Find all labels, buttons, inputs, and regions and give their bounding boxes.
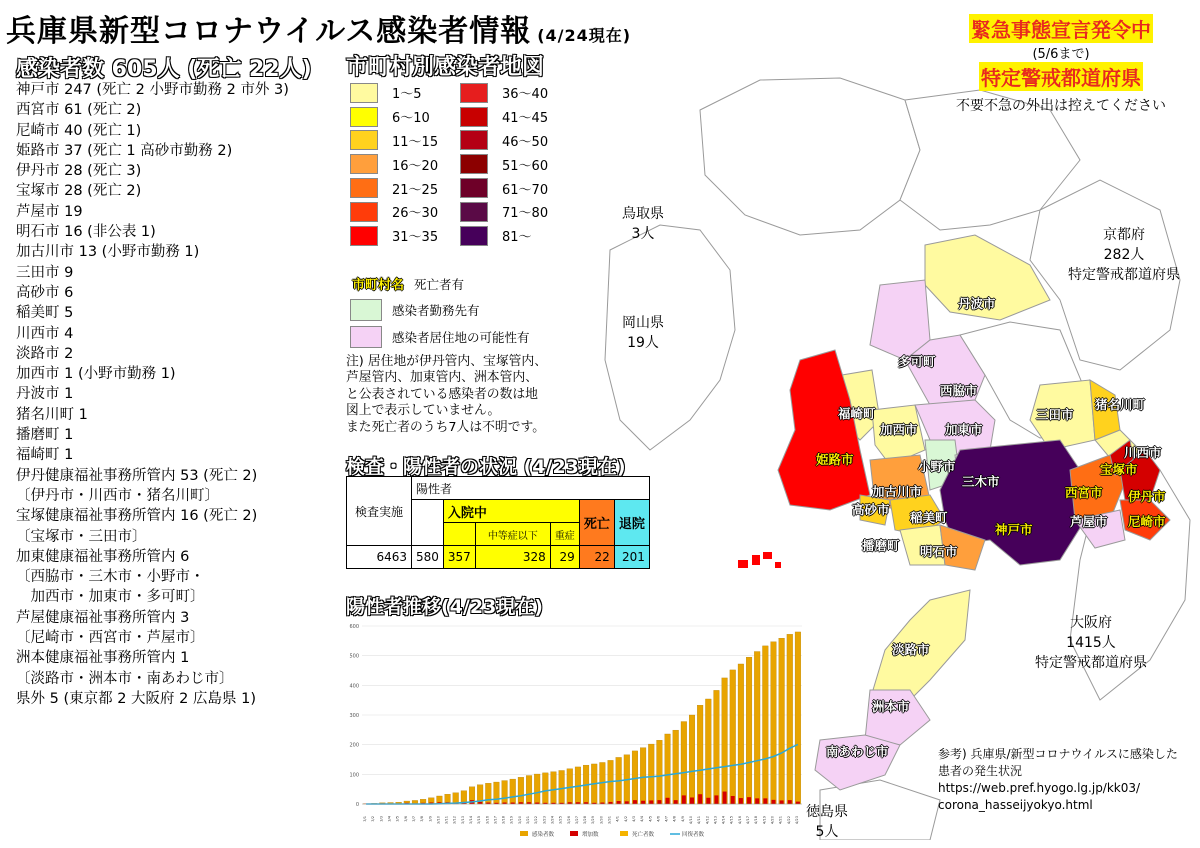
legend-label: 31～35 xyxy=(392,230,439,246)
tests-header-hospital: 入院中 xyxy=(443,500,579,523)
ieshima-islands xyxy=(738,552,781,568)
chart-bar-increase xyxy=(478,802,482,804)
legend-label: 81～ xyxy=(502,230,532,246)
city-himeji: 姫路市 xyxy=(816,452,854,467)
tests-value-death: 22 xyxy=(579,546,614,569)
city-itami: 伊丹市 xyxy=(1128,489,1166,504)
note-line: 注) 居住地が伊丹管内、宝塚管内、 xyxy=(346,354,548,369)
legend-swatch xyxy=(350,83,378,103)
chart-x-tick-label: 3/3 xyxy=(379,816,384,822)
chart-x-tick-label: 3/13 xyxy=(460,816,465,825)
note-line: また死亡者のうち7人は不明です。 xyxy=(346,419,546,435)
case-list-item: 西宮市 61 (死亡 2) xyxy=(16,102,142,119)
legend-swatch xyxy=(350,226,378,246)
case-list-item: 〔淡路市・洲本市・南あわじ市〕 xyxy=(16,670,234,687)
chart-x-tick-label: 3/24 xyxy=(550,816,555,825)
chart-y-tick-label: 300 xyxy=(349,713,359,719)
legend-row xyxy=(350,152,438,176)
chart-x-tick-label: 3/31 xyxy=(607,816,612,825)
tests-value-tested: 6463 xyxy=(347,546,412,569)
chart-x-tick-label: 3/14 xyxy=(469,816,473,825)
title-text: 兵庫県新型コロナウイルス感染者情報 xyxy=(6,14,532,49)
chart-x-tick-label: 3/28 xyxy=(583,816,588,825)
tests-value-moderate: 328 xyxy=(475,546,550,569)
legend-label: 61～70 xyxy=(502,182,549,198)
case-list-item: 猪名川町 1 xyxy=(16,406,88,423)
chart-bar-total xyxy=(559,770,565,804)
pref-osaka-count: 1415人 xyxy=(1066,635,1116,651)
chart-x-tick-label: 3/23 xyxy=(542,816,547,825)
legend-residence-label: 感染者居住地の可能性有 xyxy=(392,330,530,345)
case-list-item: 〔尼崎市・西宮市・芦屋市〕 xyxy=(16,630,205,647)
chart-x-tick-label: 3/17 xyxy=(493,816,498,825)
case-list-item: 播磨町 1 xyxy=(16,427,74,444)
chart-legend-label: 感染者数 xyxy=(532,832,555,838)
chart-legend-label: 回復者数 xyxy=(682,832,705,838)
chart-y-tick-label: 400 xyxy=(349,683,359,690)
chart-x-tick-label: 3/20 xyxy=(517,816,522,825)
case-list-item: 川西市 4 xyxy=(16,325,74,342)
legend-left-column xyxy=(350,81,438,248)
legend-city-name-row xyxy=(352,274,464,293)
chart-x-tick-label: 4/7 xyxy=(664,816,669,822)
note-line: 図上で表示していません。 xyxy=(346,403,501,419)
chart-x-tick-label: 4/18 xyxy=(754,816,759,825)
legend-label: 41～45 xyxy=(502,111,549,127)
pref-kyoto-status: 特定警戒都道府県 xyxy=(1068,267,1180,283)
chart-x-tick-label: 4/4 xyxy=(640,816,645,822)
tests-title: 検査・陽性者の状況 (4/23現在) xyxy=(346,456,626,478)
chart-bar-total xyxy=(518,777,524,804)
case-list-item: 伊丹健康福祉事務所管内 53 (死亡 2) xyxy=(16,467,258,484)
tests-header-death: 死亡 xyxy=(579,500,614,546)
chart-x-tick-label: 4/10 xyxy=(689,816,693,825)
city-ono: 小野市 xyxy=(918,459,956,474)
pref-tokushima xyxy=(806,802,848,842)
note-line: と公表されている感染者の数は地 xyxy=(346,386,538,402)
legend-row xyxy=(460,81,548,105)
case-list-item: 明石市 16 (非公表 1) xyxy=(16,224,156,241)
reference-line: 患者の発生状況 xyxy=(938,764,1023,778)
chart-x-tick-label: 3/7 xyxy=(411,816,416,822)
legend-row xyxy=(350,200,438,224)
case-list-item: 加西市 1 (小野市勤務 1) xyxy=(16,366,176,383)
legend-right-column xyxy=(460,81,548,248)
chart-y-tick-label: 600 xyxy=(349,624,359,630)
reference-line: 参考) 兵庫県/新型コロナウイルスに感染した xyxy=(938,747,1178,761)
chart-y-tick-label: 500 xyxy=(349,653,359,660)
legend-row xyxy=(460,200,548,224)
legend-row xyxy=(350,81,438,105)
case-list-item: 〔宝塚市・三田市〕 xyxy=(16,528,147,545)
chart-legend-swatch xyxy=(570,831,578,836)
chart-x-tick-label: 4/13 xyxy=(713,816,718,825)
city-kakogawa: 加古川市 xyxy=(872,484,923,499)
case-list-item: 姫路市 37 (死亡 1 高砂市勤務 2) xyxy=(16,142,233,159)
case-list-item: 稲美町 5 xyxy=(16,305,74,322)
city-sanda: 三田市 xyxy=(1036,407,1074,422)
tests-value-severe: 29 xyxy=(550,546,579,569)
legend-swatch xyxy=(460,226,488,246)
chart-title: 陽性者推移(4/23現在) xyxy=(346,596,543,618)
chart-x-tick-label: 4/5 xyxy=(648,816,653,822)
case-list-item: 加西市・加東市・多可町〕 xyxy=(16,589,205,606)
case-list-item: 尼崎市 40 (死亡 1) xyxy=(16,122,142,139)
chart-x-tick-label: 3/29 xyxy=(591,816,596,825)
chart-bar-total xyxy=(567,769,573,804)
chart-bar-total xyxy=(551,772,557,804)
city-nishinomiya: 西宮市 xyxy=(1065,485,1103,500)
tests-header-discharged: 退院 xyxy=(614,500,649,546)
tests-value-discharged: 201 xyxy=(614,546,649,569)
note xyxy=(346,354,616,436)
case-list-item: 丹波市 1 xyxy=(16,386,74,403)
tests-value-hospital: 357 xyxy=(443,546,475,569)
case-list-item: 〔伊丹市・川西市・猪名川町〕 xyxy=(16,487,219,504)
chart-y-tick-label: 200 xyxy=(349,742,359,749)
city-sumoto: 洲本市 xyxy=(872,699,910,714)
case-list-item: 福崎町 1 xyxy=(16,447,74,464)
chart-x-tick-label: 3/9 xyxy=(428,816,433,822)
case-list-item: 芦屋市 19 xyxy=(16,203,83,220)
legend-residence-row xyxy=(350,326,530,348)
pref-kyoto-count: 282人 xyxy=(1103,247,1145,263)
reference xyxy=(938,746,1178,814)
pref-tottori-count: 3人 xyxy=(631,226,655,242)
case-list xyxy=(16,80,289,709)
chart-bar-total xyxy=(494,782,500,804)
chart-x-tick-label: 3/26 xyxy=(566,816,571,825)
city-akashi: 明石市 xyxy=(920,544,958,559)
chart-x-tick-label: 4/12 xyxy=(705,816,710,825)
legend-row xyxy=(460,129,548,153)
chart-x-tick-label: 3/16 xyxy=(485,816,490,825)
chart-bar-total xyxy=(542,773,548,804)
case-list-item: 県外 5 (東京都 2 大阪府 2 広島県 1) xyxy=(16,690,256,707)
city-ashiya: 芦屋市 xyxy=(1070,514,1108,529)
legend-label: 1～5 xyxy=(392,87,422,103)
legend-death-label: 死亡者有 xyxy=(414,276,465,292)
case-list-item: 洲本健康福祉事務所管内 1 xyxy=(16,650,190,667)
legend-row xyxy=(350,129,438,153)
legend-swatch xyxy=(460,83,488,103)
page-title xyxy=(6,6,631,50)
legend-label: 71～80 xyxy=(502,206,549,222)
chart-bar-total xyxy=(534,774,540,804)
legend-label: 21～25 xyxy=(392,182,439,198)
city-kawanishi: 川西市 xyxy=(1124,445,1162,460)
chart-x-tick-label: 4/19 xyxy=(762,816,767,825)
chart-x-tick-label: 4/1 xyxy=(615,816,620,822)
case-list-item: 高砂市 6 xyxy=(16,284,74,301)
emergency-line1: 緊急事態宣言発令中 xyxy=(969,14,1153,43)
pref-okayama-name: 岡山県 xyxy=(622,315,664,331)
pref-osaka-status: 特定警戒都道府県 xyxy=(1035,655,1147,671)
chart-bar-total xyxy=(526,776,532,804)
case-list-item: 神戸市 247 (死亡 2 小野市勤務 2 市外 3) xyxy=(16,82,289,98)
tests-header-moderate: 中等症以下 xyxy=(475,523,550,546)
legend-row xyxy=(350,105,438,129)
case-list-item: 加東健康福祉事務所管内 6 xyxy=(16,548,190,565)
chart-x-tick-label: 4/14 xyxy=(721,816,726,825)
city-kobe: 神戸市 xyxy=(995,522,1033,537)
chart-bar-total xyxy=(485,783,491,804)
chart-x-tick-label: 4/21 xyxy=(778,816,783,825)
chart-y-tick-label: 0 xyxy=(355,802,359,808)
legend-row xyxy=(460,105,548,129)
legend-title: 市町村別感染者地図 xyxy=(346,55,545,80)
chart-x-tick-label: 3/6 xyxy=(403,816,408,822)
legend-swatch xyxy=(460,154,488,174)
legend-swatch xyxy=(460,107,488,127)
case-list-item: 加古川市 13 (小野市勤務 1) xyxy=(16,244,200,261)
pref-tokushima-name: 徳島県 xyxy=(806,804,848,820)
title-date: (4/24現在) xyxy=(537,26,632,45)
chart-x-tick-label: 3/25 xyxy=(558,816,563,825)
chart-x-tick-label: 4/16 xyxy=(737,816,742,825)
case-list-item: 淡路市 2 xyxy=(16,345,74,362)
pref-tottori xyxy=(622,204,664,244)
legend-row xyxy=(350,176,438,200)
emergency-line4: 不要不急の外出は控えてください xyxy=(956,98,1166,114)
city-takarazuka: 宝塚市 xyxy=(1100,462,1138,477)
legend-workplace-row xyxy=(350,299,480,321)
city-minamiawaji: 南あわじ市 xyxy=(826,744,889,759)
legend-city-name-sample: 市町村名 xyxy=(352,278,405,293)
chart-x-tick-label: 3/19 xyxy=(509,816,514,825)
chart-x-tick-label: 4/8 xyxy=(672,816,677,822)
chart-x-tick-label: 3/30 xyxy=(599,816,604,825)
chart-x-tick-label: 4/20 xyxy=(770,816,775,825)
hyogo-map xyxy=(600,40,1200,840)
pref-tokushima-count: 5人 xyxy=(815,824,839,840)
emergency-notice xyxy=(936,14,1186,115)
chart-x-tick-label: 3/1 xyxy=(363,816,368,822)
legend-residence-swatch xyxy=(350,326,382,348)
case-list-item: 〔西脇市・三木市・小野市・ xyxy=(16,569,205,586)
legend-row xyxy=(460,176,548,200)
legend-workplace-label: 感染者勤務先有 xyxy=(392,303,480,318)
tests-header-tested: 検査実施 xyxy=(347,477,412,546)
reference-line: https://web.pref.hyogo.lg.jp/kk03/ xyxy=(938,781,1141,795)
case-list-item: 宝塚健康福祉事務所管内 16 (死亡 2) xyxy=(16,508,258,525)
city-takasago: 高砂市 xyxy=(852,502,890,517)
chart-x-tick-label: 3/12 xyxy=(452,816,457,825)
legend-label: 36～40 xyxy=(502,87,549,103)
city-inami: 稲美町 xyxy=(910,510,948,525)
pref-okayama xyxy=(622,313,664,353)
legend-swatch xyxy=(350,130,378,150)
pref-kyoto-name: 京都府 xyxy=(1103,227,1145,243)
legend-label: 16～20 xyxy=(392,158,439,174)
legend-swatch xyxy=(460,130,488,150)
chart-x-tick-label: 4/3 xyxy=(631,816,636,822)
chart-x-tick-label: 3/2 xyxy=(371,816,376,822)
pref-kyoto xyxy=(1068,225,1180,285)
legend-workplace-swatch xyxy=(350,299,382,321)
legend-swatch xyxy=(350,154,378,174)
chart-x-tick-label: 3/21 xyxy=(526,816,531,825)
city-nishiwaki: 西脇市 xyxy=(940,383,978,398)
pref-osaka xyxy=(1035,613,1147,673)
chart-x-tick-label: 4/11 xyxy=(697,816,702,825)
city-amagasaki: 尼崎市 xyxy=(1128,514,1166,529)
chart-x-tick-label: 4/17 xyxy=(746,816,751,825)
legend-swatch xyxy=(350,107,378,127)
legend-swatch xyxy=(350,202,378,222)
chart-x-tick-label: 3/22 xyxy=(534,816,539,825)
tests-header-positive: 陽性者 xyxy=(412,477,650,500)
chart-x-tick-label: 4/15 xyxy=(729,816,734,825)
city-kato: 加東市 xyxy=(945,422,983,437)
city-fukusaki: 福崎町 xyxy=(838,406,876,421)
legend-swatch xyxy=(350,178,378,198)
chart-x-tick-label: 4/2 xyxy=(623,816,628,822)
city-harima: 播磨町 xyxy=(862,538,900,553)
chart-x-tick-label: 3/5 xyxy=(395,816,400,822)
pref-tottori-name: 鳥取県 xyxy=(622,206,664,222)
legend-label: 26～30 xyxy=(392,206,439,222)
legend-row xyxy=(460,224,548,248)
city-kasai: 加西市 xyxy=(880,422,918,437)
total-cases: 感染者数 605人 (死亡 22人) xyxy=(16,57,312,82)
chart-bar-total xyxy=(510,779,516,804)
chart-x-tick-label: 3/18 xyxy=(501,816,506,825)
legend-label: 11～15 xyxy=(392,134,439,150)
legend-row xyxy=(460,152,548,176)
chart-bar-total xyxy=(502,781,508,804)
chart-x-tick-label: 3/15 xyxy=(477,816,482,825)
chart-x-tick-label: 4/9 xyxy=(680,816,685,822)
chart-legend-label: 増加数 xyxy=(582,832,599,838)
chart-x-tick-label: 3/27 xyxy=(574,816,579,825)
case-list-item: 芦屋健康福祉事務所管内 3 xyxy=(16,609,190,626)
pref-osaka-name: 大阪府 xyxy=(1070,615,1112,631)
case-list-item: 宝塚市 28 (死亡 2) xyxy=(16,183,142,200)
chart-x-tick-label: 3/11 xyxy=(444,816,449,825)
chart-legend-swatch xyxy=(520,831,528,836)
city-tamba: 丹波市 xyxy=(958,296,996,311)
legend-label: 51～60 xyxy=(502,158,549,174)
pref-okayama-count: 19人 xyxy=(627,335,659,351)
case-list-item: 三田市 9 xyxy=(16,264,74,281)
city-inagawa: 猪名川町 xyxy=(1095,397,1146,412)
tests-header-severe: 重症 xyxy=(550,523,579,546)
chart-x-tick-label: 4/22 xyxy=(786,816,791,825)
chart-y-tick-label: 100 xyxy=(349,772,359,779)
chart-x-tick-label: 3/10 xyxy=(436,816,441,825)
city-awaji: 淡路市 xyxy=(892,642,930,657)
reference-line: corona_hasseijyokyo.html xyxy=(938,798,1093,812)
legend-label: 46～50 xyxy=(502,134,549,150)
chart-x-tick-label: 3/8 xyxy=(420,816,425,822)
chart-legend-label: 死亡者数 xyxy=(632,832,655,838)
legend-swatch xyxy=(460,178,488,198)
case-list-item: 伊丹市 28 (死亡 3) xyxy=(16,163,142,180)
legend-label: 6～10 xyxy=(392,111,430,127)
note-line: 芦屋管内、加東管内、洲本管内、 xyxy=(346,370,538,386)
legend-row xyxy=(350,224,438,248)
legend-swatch xyxy=(460,202,488,222)
city-miki: 三木市 xyxy=(962,474,1000,489)
chart-x-tick-label: 4/6 xyxy=(656,816,661,822)
chart-x-tick-label: 3/4 xyxy=(387,816,392,822)
emergency-line2: (5/6まで) xyxy=(1032,47,1090,62)
emergency-line3: 特定警戒都道府県 xyxy=(979,62,1143,91)
city-taka: 多可町 xyxy=(898,354,936,369)
tests-value-positive: 580 xyxy=(412,546,444,569)
chart-x-tick-label: 4/23 xyxy=(794,816,799,825)
